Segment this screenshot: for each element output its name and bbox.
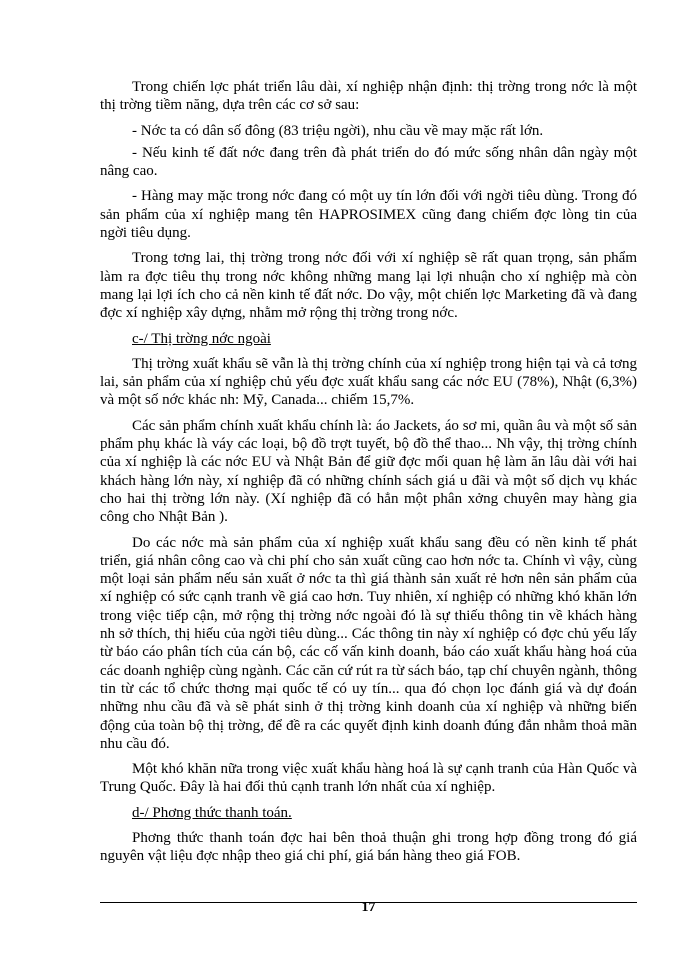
paragraph: Thị trờng xuất khẩu sẽ vẫn là thị trờng chính của xí nghiệp trong hiện tại và cả tơng lai, sản phẩm của xí nghiệp chủ yếu đợc xuất khẩu sang các nớc EU (78%), Nhật (6,3%) và một số nớc khác nh: Mỹ, Canada... chiếm 15,7%. — [100, 355, 637, 409]
section-heading: d-/ Phơng thức thanh toán. — [132, 804, 292, 821]
page-number: 17 — [361, 900, 376, 915]
paragraph: Các sản phẩm chính xuất khẩu chính là: áo Jackets, áo sơ mi, quần âu và một số sản phẩm phụ khác là váy các loại, bộ đồ trợt tuyết, bộ đồ thể thao... Nh vậy, thị trờng chính của xí nghiệp là các nớc EU và Nhật Bản để giữ đợc mối quan hệ làm ăn lâu dài với hai khách hàng lớn này, xí nghiệp đã có những chính sách giá u đãi và một số dịch vụ khác cho hai thị trờng lớn này. (Xí nghiệp đã có hẳn một phân xởng chuyên may hàng gia công cho Nhật Bản ). — [100, 417, 637, 526]
paragraph: Một khó khăn nữa trong việc xuất khẩu hàng hoá là sự cạnh tranh của Hàn Quốc và Trung Quốc. Đây là hai đối thủ cạnh tranh lớn nhất của xí nghiệp. — [100, 761, 637, 796]
section-heading: c-/ Thị trờng nớc ngoài — [132, 330, 271, 347]
paragraph: - Nếu kinh tế đất nớc đang trên đà phát triển do đó mức sống nhân dân ngày một nâng cao. — [100, 144, 637, 180]
paragraph: Do các nớc mà sản phẩm của xí nghiệp xuất khẩu sang đều có nền kinh tế phát triển, giá nhân công cao và chi phí cho sản xuất cũng cao hơn nớc ta. Chính vì vậy, cùng một loại sản phẩm nếu sản xuất ở nớc ta thì giá thành sản xuất rẻ hơn nên sản phẩm của xí nghiệp có sức cạnh tranh về giá cao hơn. Tuy nhiên, xí nghiệp có những khó khăn lớn trong việc tiếp cận, mở rộng thị trờng nớc ngoài đó là sự thiếu thông tin về khách hàng nh sở thích, thị hiếu của ngời tiêu dùng... Các thông tin này xí nghiệp có đợc chủ yếu lấy từ báo cáo phân tích của cán bộ, các cố vấn kinh doanh, báo cáo xuất khẩu hàng hoá của các doanh nghiệp cùng ngành. Các căn cứ rút ra từ sách báo, tạp chí chuyên ngành, thông tin từ các tổ chức thơng mại quốc tế có uy tín... qua đó chọn lọc đánh giá và dự đoán những nhu cầu đã và sẽ phát sinh ở thị trờng kinh doanh của xí nghiệp và những biến động của toàn bộ thị trờng, để đề ra các quyết định kinh doanh đúng đắn nhằm thoả mãn nhu cầu đó. — [100, 534, 637, 752]
paragraph: - Hàng may mặc trong nớc đang có một uy tín lớn đối với ngời tiêu dùng. Trong đó sản phẩm của xí nghiệp mang tên HAPROSIMEX cũng đang chiếm đợc lòng tin của ngời tiêu dụng. — [100, 188, 637, 242]
paragraph: Trong tơng lai, thị trờng trong nớc đối với xí nghiệp sẽ rất quan trọng, sản phẩm làm ra đợc tiêu thụ trong nớc không những mang lại lợi nhuận cho xí nghiệp mà còn mang lại lợi ích cho cả nền kinh tế đất nớc. Do vậy, một chiến lợc Marketing đã và đang đợc xí nghiệp xây dựng, nhằm mở rộng thị trờng trong nớc. — [100, 250, 637, 322]
body-text — [100, 78, 637, 873]
paragraph: Phơng thức thanh toán đợc hai bên thoả thuận ghi trong hợp đồng trong đó giá nguyên vật liệu đợc nhập theo giá chi phí, giá bán hàng theo giá FOB. — [100, 829, 637, 865]
paragraph: - Nớc ta có dân số đông (83 triệu ngời), nhu cầu về may mặc rất lớn. — [132, 122, 544, 139]
paragraph: Trong chiến lợc phát triển lâu dài, xí nghiệp nhận định: thị trờng trong nớc là một thị trờng tiềm năng, dựa trên các cơ sở sau: — [100, 79, 637, 114]
